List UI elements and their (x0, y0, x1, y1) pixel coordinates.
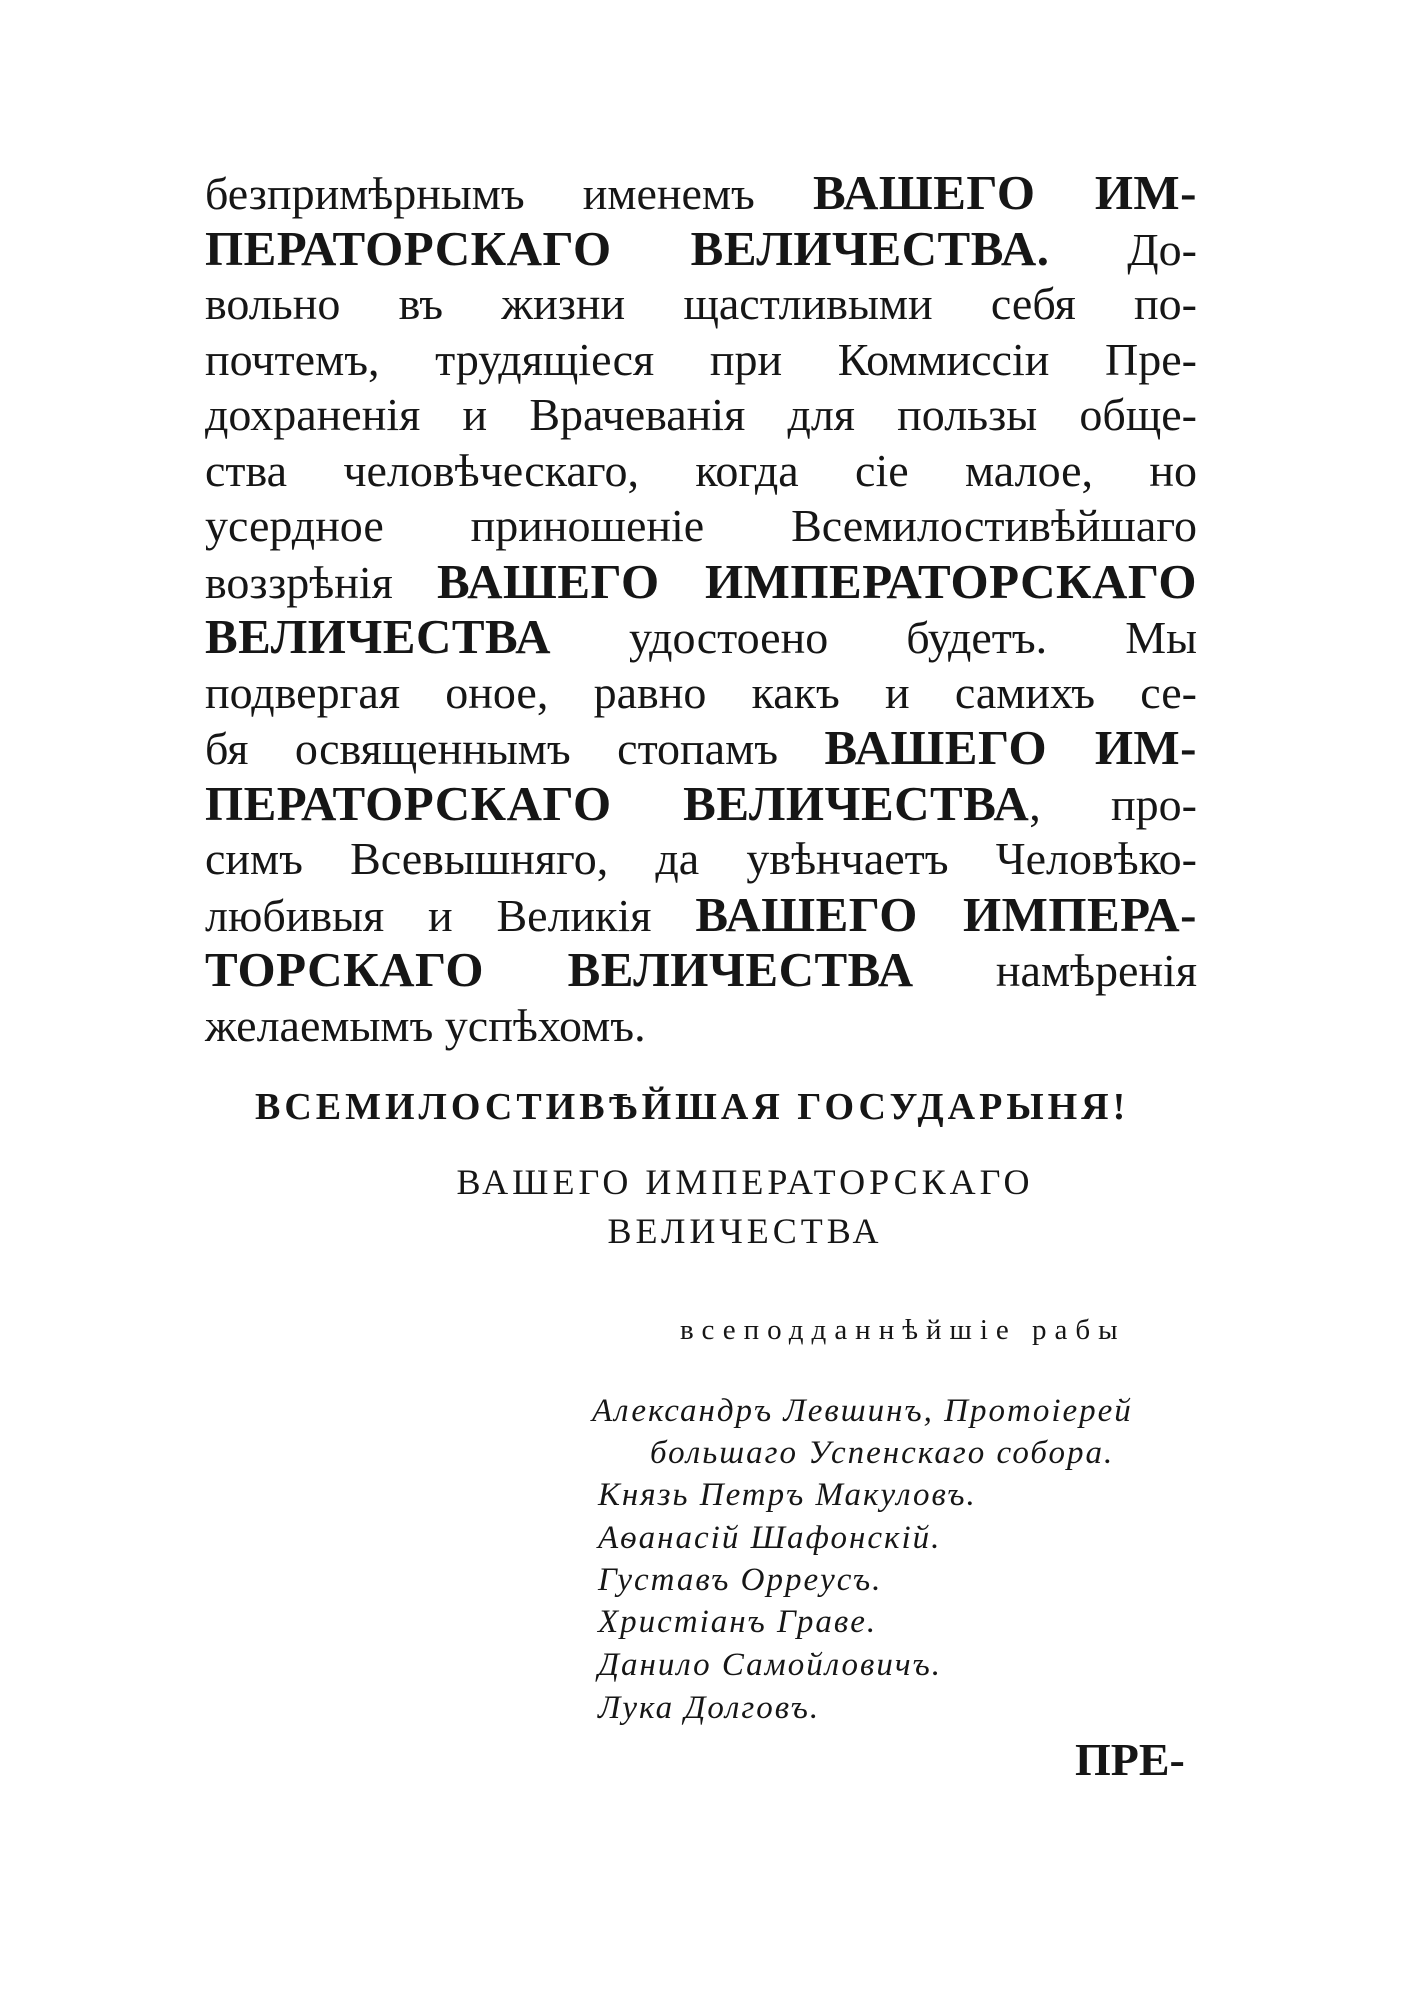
body-text-segment: желаемымъ успѣхомъ. (205, 999, 646, 1051)
body-line-12 (205, 776, 1197, 832)
body-text-segment: усердное приношеніе Всемилостивѣйшаго (205, 500, 1197, 551)
subscription: всеподданнѣйшіе рабы (680, 1314, 1126, 1346)
body-line-6 (205, 443, 1197, 499)
title-emphasis: ВАШЕГО ИМПЕРАТОРСКАГО (437, 553, 1197, 609)
body-text-segment: бя освященнымъ стопамъ (205, 723, 825, 774)
salutation: ВСЕМИЛОСТИВѢЙШАЯ ГОСУДАРЫНЯ! (255, 1086, 1130, 1128)
body-text-segment: удостоено будетъ. Мы (551, 612, 1197, 663)
catchword: ПРЕ- (1075, 1734, 1185, 1785)
body-line-3 (205, 276, 1197, 332)
body-line-8 (205, 554, 1197, 610)
signature-line-4: Аѳанасій Шафонскій. (598, 1520, 942, 1556)
body-line-9 (205, 609, 1197, 665)
body-line-7 (205, 498, 1197, 554)
body-line-10 (205, 665, 1197, 721)
title-emphasis: ВАШЕГО ИМ- (812, 165, 1197, 220)
body-line-1 (205, 165, 1197, 221)
body-text-segment: намѣренія (913, 945, 1197, 996)
signature-line-6: Христіанъ Граве. (598, 1604, 878, 1640)
body-text-segment: вольно въ жизни щастливыми себя по- (205, 278, 1197, 329)
body-text-segment: дохраненія и Врачеванія для пользы обще- (205, 389, 1197, 440)
body-line-16 (205, 998, 1197, 1054)
body-line-5 (205, 387, 1197, 443)
title-emphasis: ПЕРАТОРСКАГО ВЕЛИЧЕСТВА. (205, 220, 1050, 276)
title-emphasis: ВАШЕГО ИМ- (824, 720, 1197, 775)
body-line-14 (205, 887, 1197, 943)
title-emphasis: ВАШЕГО ИМПЕРА- (695, 886, 1197, 942)
title-emphasis: ВЕЛИЧЕСТВА (205, 609, 552, 664)
signature-line-8: Лука Долговъ. (598, 1690, 821, 1726)
closing-title-line-1: ВАШЕГО ИМПЕРАТОРСКАГО (456, 1162, 1034, 1202)
signature-line-1: Александръ Левшинъ, Протоіерей (592, 1393, 1133, 1429)
body-line-13 (205, 831, 1197, 887)
body-text-segment: , про- (1029, 778, 1197, 830)
body-text-segment: любивыя и Великія (205, 889, 696, 941)
body-text-segment: воззрѣнія (205, 556, 438, 608)
signature-line-3: Князь Петръ Макуловъ. (598, 1477, 977, 1513)
body-line-2 (205, 221, 1197, 277)
body-text-segment: подвергая оное, равно какъ и самихъ се- (205, 666, 1197, 718)
title-emphasis: ТОРСКАГО ВЕЛИЧЕСТВА (205, 942, 914, 997)
signature-line-7: Данило Самойловичъ. (598, 1647, 942, 1683)
signature-line-2: большаго Успенскаго собора. (650, 1435, 1115, 1471)
signature-line-5: Густавъ Орреусъ. (598, 1562, 883, 1598)
body-text-segment: До- (1049, 223, 1197, 275)
title-emphasis: ПЕРАТОРСКАГО ВЕЛИЧЕСТВА (205, 775, 1030, 831)
body-text-segment: безпримѣрнымъ именемъ (205, 168, 813, 219)
body-text-segment: почтемъ, трудящіеся при Коммиссіи Пре- (205, 333, 1197, 385)
body-text-segment: симъ Всевышняго, да увѣнчаетъ Человѣко- (205, 833, 1197, 884)
body-line-15 (205, 942, 1197, 998)
dedication-body (205, 165, 1197, 1053)
body-text-segment: ства человѣческаго, когда сіе малое, но (205, 444, 1197, 496)
body-line-4 (205, 332, 1197, 388)
closing-title-line-2: ВЕЛИЧЕСТВА (607, 1211, 883, 1251)
body-line-11 (205, 720, 1197, 776)
